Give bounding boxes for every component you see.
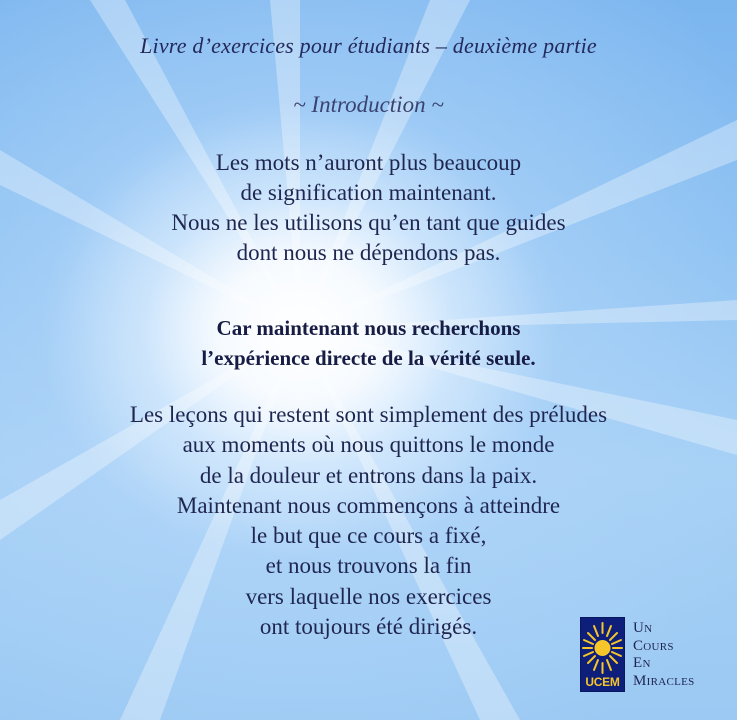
poem-line: et nous trouvons la fin	[265, 553, 472, 579]
brand-word: En	[633, 655, 651, 671]
poem-line: aux moments où nous quittons le monde	[182, 432, 555, 458]
stanza-two-emphasis	[0, 313, 737, 373]
brand-word: Miracles	[633, 672, 695, 689]
poem-line: Les mots n’auront plus beaucoup	[215, 150, 522, 175]
ucem-logo	[580, 617, 625, 692]
stanza-one	[0, 148, 737, 268]
poem-line: de la douleur et entrons dans la paix.	[199, 462, 538, 488]
poem-line: Maintenant nous commençons à atteindre	[176, 492, 561, 518]
poem-line: ont toujours été dirigés.	[259, 614, 478, 640]
poem-line: dont nous ne dépendons pas.	[236, 240, 501, 265]
poem-line: Les leçons qui restent sont simplement des préludes	[129, 402, 608, 427]
brand-word: Un	[633, 620, 653, 636]
stanza-three	[0, 400, 737, 642]
page-title: Livre d’exercices pour étudiants – deuxième partie	[140, 33, 597, 58]
sun-icon	[581, 619, 624, 675]
brand-wordmark	[633, 620, 695, 690]
poem-line-bold: l’expérience directe de la vérité seule.	[201, 346, 536, 370]
logo-abbrev: UCEM	[585, 675, 620, 689]
brand-word: Cours	[633, 637, 674, 654]
poem-line: le but que ce cours a fixé,	[250, 523, 487, 549]
poem-line: vers laquelle nos exercices	[245, 583, 492, 609]
poem-line: Nous ne les utilisons qu’en tant que guides	[171, 210, 566, 235]
poem-line: de signification maintenant.	[240, 180, 497, 205]
section-subtitle: ~ Introduction ~	[293, 92, 444, 117]
poem-line-bold: Car maintenant nous recherchons	[216, 316, 521, 340]
